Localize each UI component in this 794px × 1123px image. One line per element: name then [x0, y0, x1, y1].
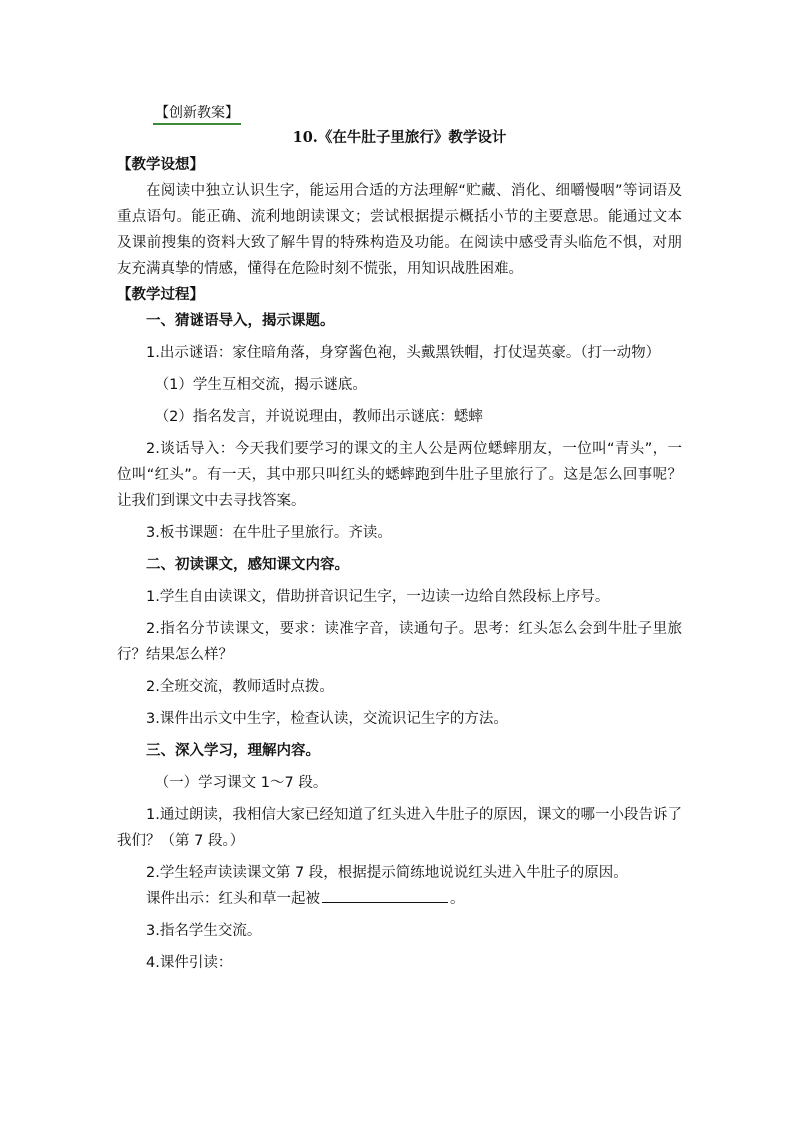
part1-heading: 一、猜谜语导入，揭示课题。 — [146, 312, 335, 329]
part2-item3: 2.全班交流，教师适时点拨。 — [146, 679, 334, 695]
part3-item2: 2.学生轻声读读课文第 7 段，根据提示简练地说说红头进入牛肚子的原因。 — [146, 865, 628, 881]
part3-item2b-suffix: 。 — [450, 891, 465, 907]
part3-item2b-prefix: 课件出示：红头和草一起被 — [146, 891, 320, 907]
teaching-idea-paragraph: 在阅读中独立认识生字，能运用合适的方法理解“贮藏、消化、细嚼慢咽”等词语及重点语句。能正确、流利地朗读课文；尝试根据提示概括小节的主要意思。能通过文本及课前搜集的资料大致了解牛胃的特殊构造及功能。在阅读中感受青头临危不惧，对朋友充满真挚的情感，懂得在危险时刻不慌张，用知识战胜困难。 — [117, 183, 682, 277]
part2-item1: 1.学生自由读课文，借助拼音识记生字，一边读一边给自然段标上序号。 — [146, 589, 610, 605]
part2-heading: 二、初读课文，感知课文内容。 — [146, 556, 349, 573]
section-heading-teaching-idea: 【教学设想】 — [117, 156, 204, 173]
document-body — [117, 152, 682, 976]
part3-item1: 1.通过朗读，我相信大家已经知道了红头进入牛肚子的原因，课文的哪一小段告诉了我们？（第 7 段。） — [117, 807, 682, 849]
fill-in-blank — [322, 886, 448, 903]
part3-heading: 三、深入学习，理解内容。 — [146, 742, 320, 759]
part1-sub2: （2）指名发言，并说说理由，教师出示谜底：蟋蟀 — [154, 409, 483, 425]
part1-item3: 3.板书课题：在牛肚子里旅行。齐读。 — [146, 525, 392, 541]
part1-sub1: （1）学生互相交流，揭示谜底。 — [154, 377, 367, 393]
innovation-tag: 【创新教案】 — [153, 104, 241, 125]
page-title: 10.《在牛肚子里旅行》教学设计 — [292, 129, 507, 146]
part3-item3: 3.指名学生交流。 — [146, 923, 262, 939]
part3-item2b — [117, 886, 682, 912]
part3-item4: 4.课件引读： — [146, 955, 233, 971]
part2-item4: 3.课件出示文中生字，检查认读，交流识记生字的方法。 — [146, 711, 508, 727]
part2-item2: 2.指名分节读课文，要求：读准字音，读通句子。思考：红头怎么会到牛肚子里旅行？结果怎么样？ — [117, 621, 682, 663]
part1-item1: 1.出示谜语：家住暗角落，身穿酱色袍，头戴黑铁帽，打仗逞英豪。（打一动物） — [146, 345, 661, 361]
section-heading-teaching-process: 【教学过程】 — [117, 286, 204, 303]
part3-sub1: （一）学习课文 1～7 段。 — [154, 775, 328, 791]
part1-item2: 2.谈话导入：今天我们要学习的课文的主人公是两位蟋蟀朋友，一位叫“青头”，一位叫“红头”。有一天，其中那只叫红头的蟋蟀跑到牛肚子里旅行了。这是怎么回事呢？让我们到课文中去寻找答案。 — [117, 441, 682, 509]
